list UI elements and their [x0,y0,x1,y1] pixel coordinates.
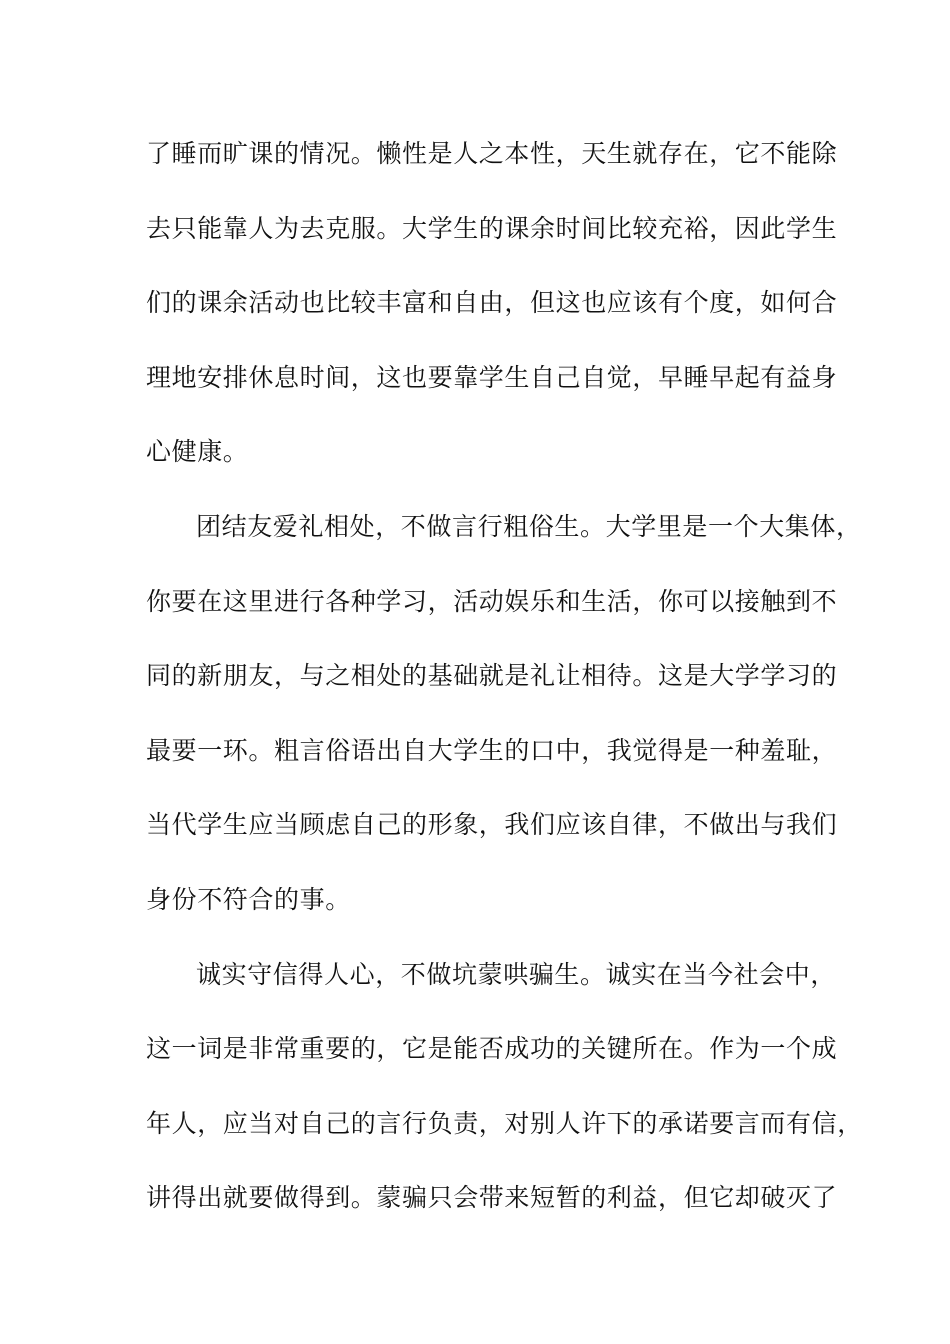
text-line: 们的课余活动也比较丰富和自由，但这也应该有个度，如何合 [146,288,838,318]
text-line: 去只能靠人为去克服。大学生的课余时间比较充裕，因此学生 [146,213,838,243]
text-line: 最要一环。粗言俗语出自大学生的口中，我觉得是一种羞耻， [146,735,838,765]
paragraph-start-line: 诚实守信得人心，不做坑蒙哄骗生。诚实在当今社会中， [196,959,837,989]
text-line: 同的新朋友，与之相处的基础就是礼让相待。这是大学学习的 [146,661,838,691]
paragraph-start-line: 团结友爱礼相处，不做言行粗俗生。大学里是一个大集体， [196,511,862,541]
text-line: 当代学生应当顾虑自己的形象，我们应该自律，不做出与我们 [146,810,838,840]
text-line: 这一词是非常重要的，它是能否成功的关键所在。作为一个成 [146,1034,838,1064]
text-line: 心健康。 [146,437,249,467]
text-line: 理地安排休息时间，这也要靠学生自己自觉，早睡早起有益身 [146,362,838,392]
text-line: 你要在这里进行各种学习，活动娱乐和生活，你可以接触到不 [146,586,838,616]
text-line: 身份不符合的事。 [146,884,351,914]
text-line: 年人，应当对自己的言行负责，对别人许下的承诺要言而有信， [146,1108,863,1138]
body-text [146,130,863,1249]
text-line: 讲得出就要做得到。蒙骗只会带来短暂的利益，但它却破灭了 [146,1183,838,1213]
text-line: 了睡而旷课的情况。懒性是人之本性，天生就存在，它不能除 [146,139,838,168]
